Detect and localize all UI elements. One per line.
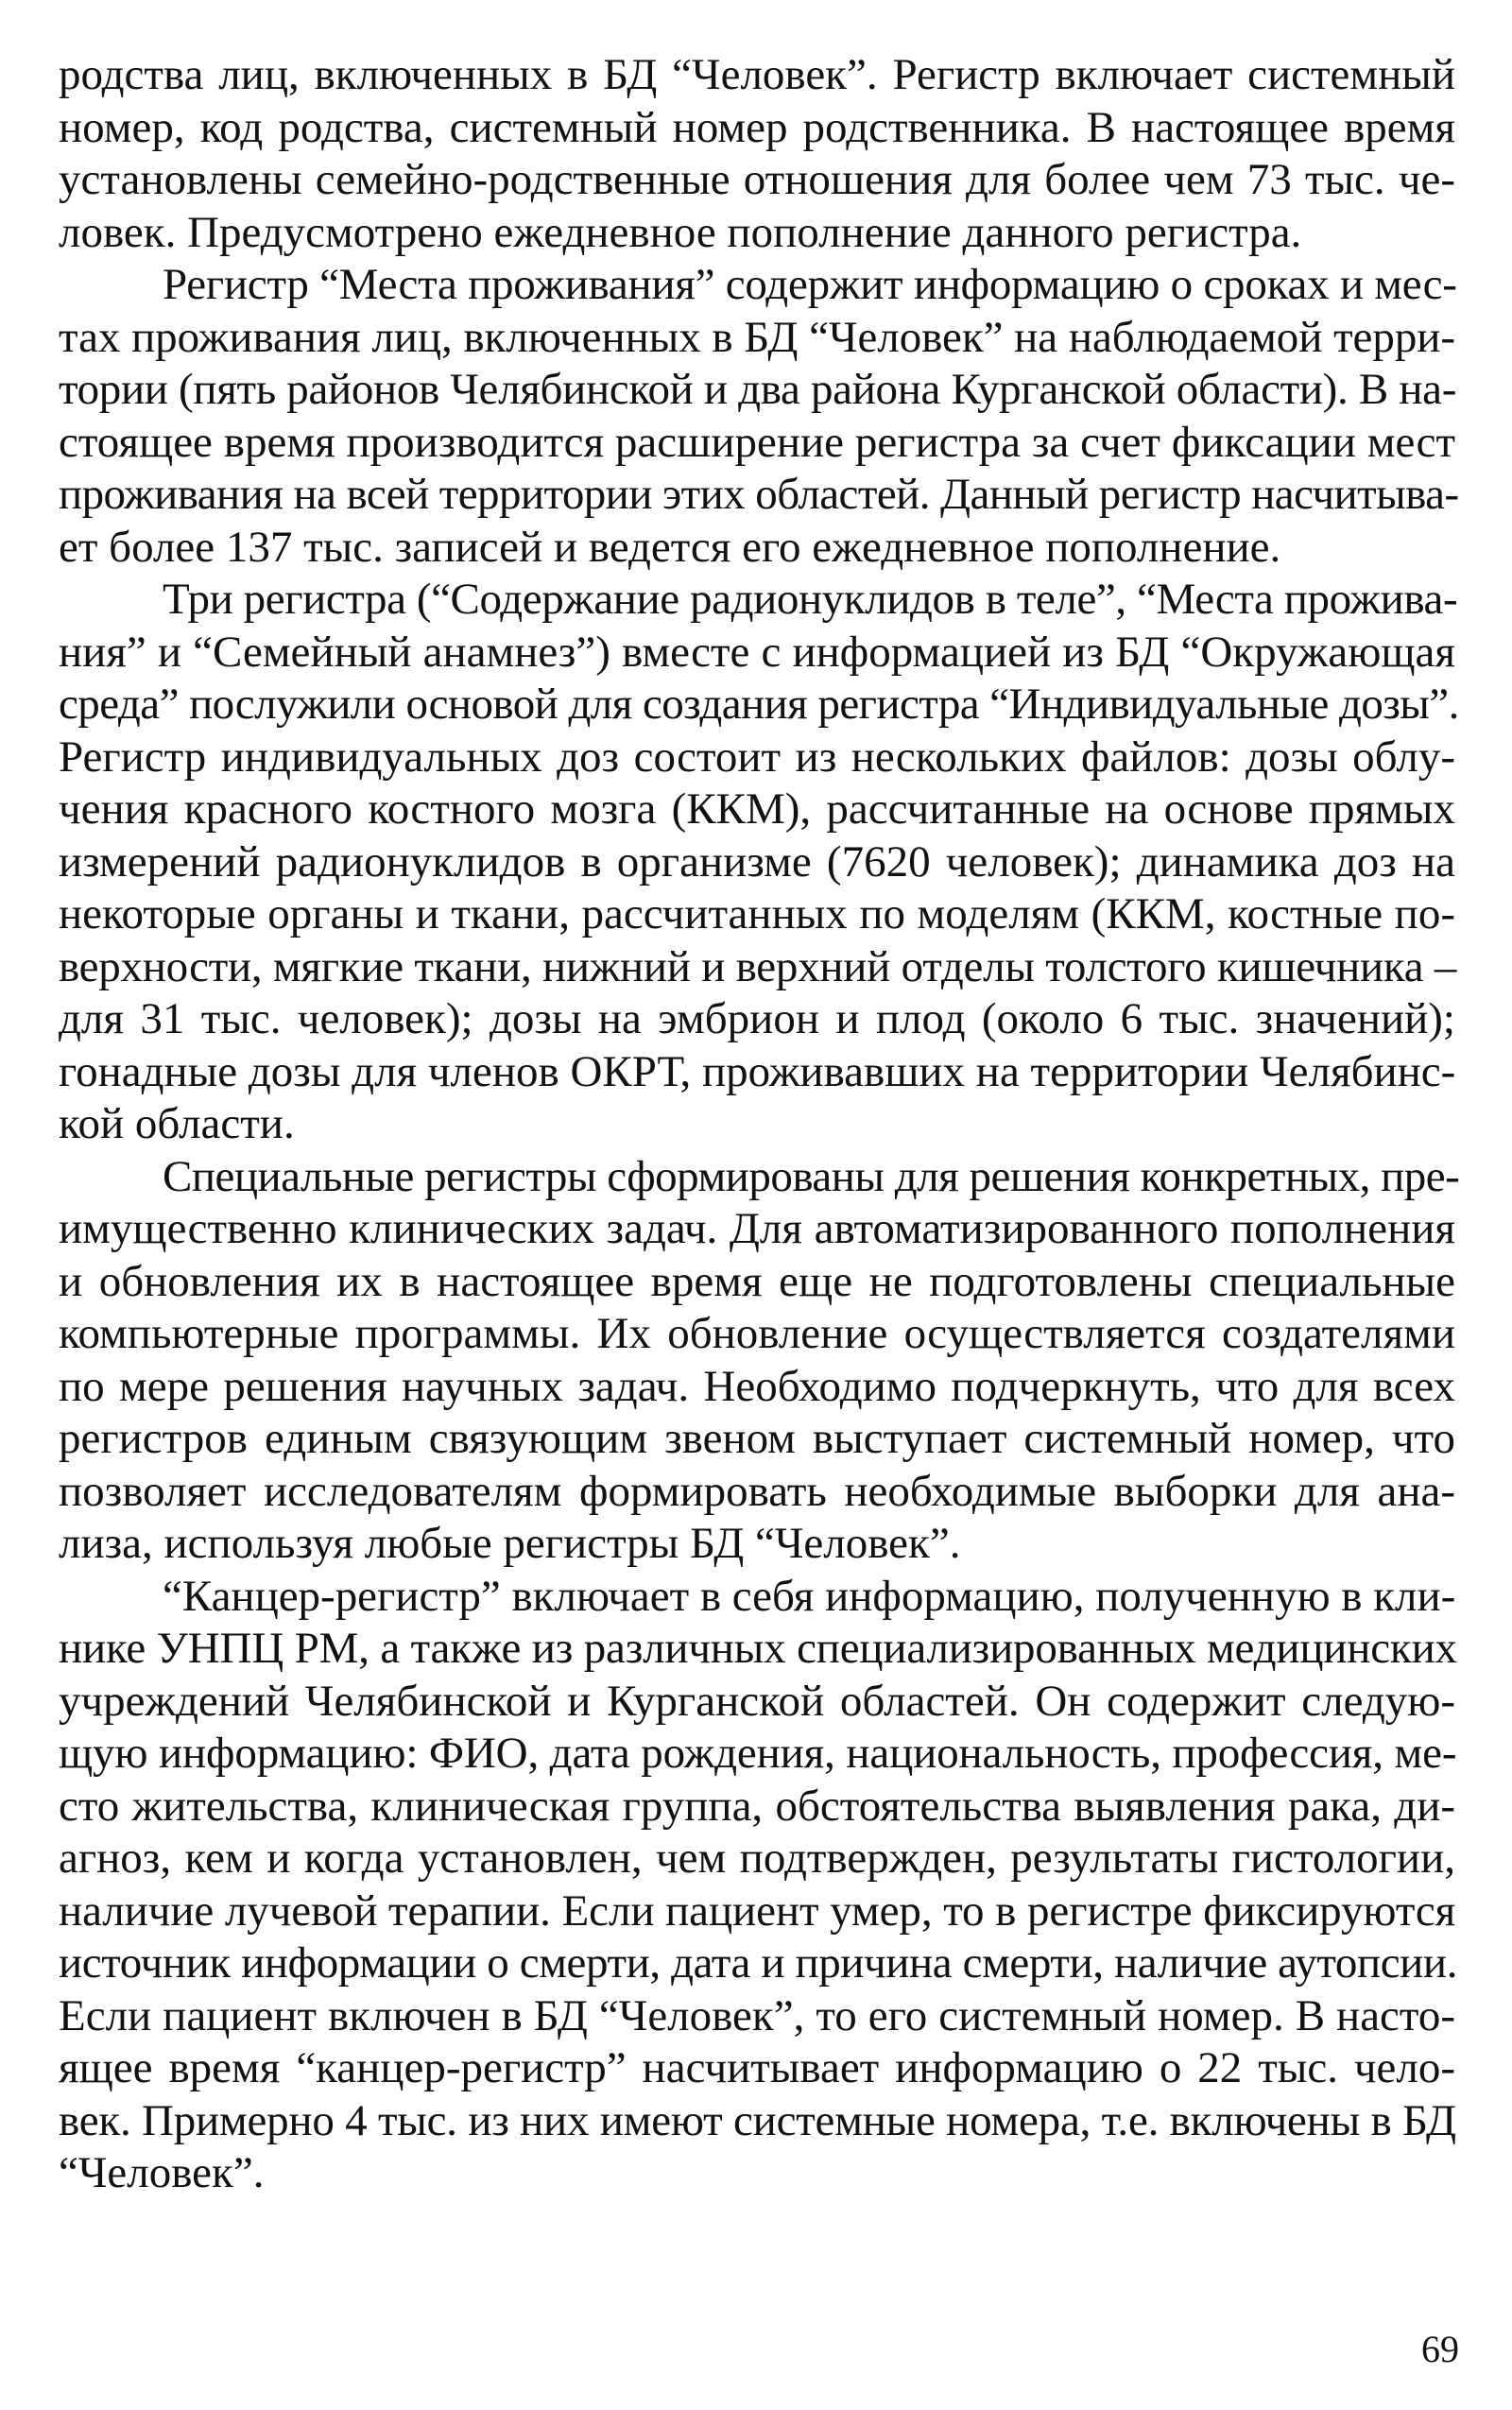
text-line: имущественно клинических задач. Для автоматизированного пополнения [59,1204,1455,1253]
text-line: учреждений Челябинской и Курганской областей. Он содержит следую- [59,1676,1455,1726]
text-line: номер, код родства, системный номер родственника. В настоящее время [59,102,1455,152]
text-line: по мере решения научных задач. Необходимо подчеркнуть, что для всех [59,1361,1455,1411]
text-line: компьютерные программы. Их обновление осуществляется создателями [59,1309,1455,1358]
text-line: среда” послужили основой для создания регистра “Индивидуальные дозы”. [59,680,1459,729]
text-line: “Канцер-регистр” включает в себя информацию, полученную в кли- [163,1571,1456,1621]
text-line: проживания на всей территории этих областей. Данный регистр насчитыва- [59,470,1459,519]
paragraph-family-register [59,49,1455,259]
text-line: тории (пять районов Челябинской и два района Курганской области). В на- [59,365,1457,414]
text-line: нике УНПЦ РМ, а также из различных специализированных медицинских [59,1624,1457,1673]
text-line: лиза, используя любые регистры БД “Человек”. [59,1519,961,1568]
text-line: сто жительства, клиническая группа, обстоятельства выявления рака, ди- [59,1781,1455,1831]
text-line: позволяет исследователям формировать необходимые выборки для ана- [59,1466,1455,1516]
page-number: 69 [1421,2328,1459,2370]
text-line: ящее время “канцер-регистр” насчитывает информацию о 22 тыс. чело- [59,2043,1455,2092]
text-line: агноз, кем и когда установлен, чем подтвержден, результаты гистологии, [59,1833,1455,1883]
text-line: щую информацию: ФИО, дата рождения, национальность, профессия, ме- [59,1729,1457,1778]
paragraph-individual-doses [59,574,1459,1151]
text-line: Специальные регистры сформированы для решения конкретных, пре- [163,1151,1460,1201]
text-line: некоторые органы и ткани, рассчитанных по моделям (ККМ, костные по- [59,889,1455,938]
text-line: ловек. Предусмотрено ежедневное пополнение данного регистра. [59,207,1302,257]
text-line: Если пациент включен в БД “Человек”, то его системный номер. В насто- [59,1990,1455,2040]
paragraph-special-registers [59,1151,1460,1571]
text-line: Регистр индивидуальных доз состоит из нескольких файлов: дозы облу- [59,732,1455,782]
text-line: век. Примерно 4 тыс. из них имеют системные номера, т.е. включены в БД [59,2095,1456,2145]
text-line: “Человек”. [59,2148,265,2197]
text-line: ния” и “Семейный анамнез”) вместе с информацией из БД “Окружающая [59,627,1455,677]
text-line: чения красного костного мозга (ККМ), рассчитанные на основе прямых [59,784,1455,834]
text-line: установлены семейно-родственные отношения для более чем 73 тыс. че- [59,155,1455,204]
text-line: кой области. [59,1099,295,1148]
text-line: наличие лучевой терапии. Если пациент умер, то в регистре фиксируются [59,1885,1456,1936]
text-line: Регистр “Места проживания” содержит информацию о сроках и мес- [163,260,1457,309]
body-text [59,49,1460,2200]
text-line: стоящее время производится расширение регистра за счет фиксации мест [59,417,1455,467]
text-line: и обновления их в настоящее время еще не подготовлены специальные [59,1256,1455,1306]
text-line: верхности, мягкие ткани, нижний и верхний отделы толстого кишечника – [59,941,1457,991]
text-line: тах проживания лиц, включенных в БД “Человек” на наблюдаемой терри- [59,312,1456,362]
text-line: регистров единым связующим звеном выступает системный номер, что [59,1414,1455,1463]
paragraph-residence-register [59,259,1459,574]
paragraph-cancer-register [59,1571,1458,2200]
text-line: для 31 тыс. человек); дозы на эмбрион и плод (около 6 тыс. значений); [59,994,1455,1043]
text-line: ет более 137 тыс. записей и ведется его ежедневное пополнение. [59,522,1281,572]
text-line: гонадные дозы для членов ОКРТ, проживавших на территории Челябинс- [59,1046,1456,1096]
text-line: родства лиц, включенных в БД “Человек”. Регистр включает системный [59,50,1455,99]
text-line: Три регистра (“Содержание радионуклидов в теле”, “Места прожива- [163,575,1458,624]
text-line: источник информации о смерти, дата и причина смерти, наличие аутопсии. [59,1938,1458,1988]
text-line: измерений радионуклидов в организме (7620 человек); динамика доз на [59,836,1455,887]
